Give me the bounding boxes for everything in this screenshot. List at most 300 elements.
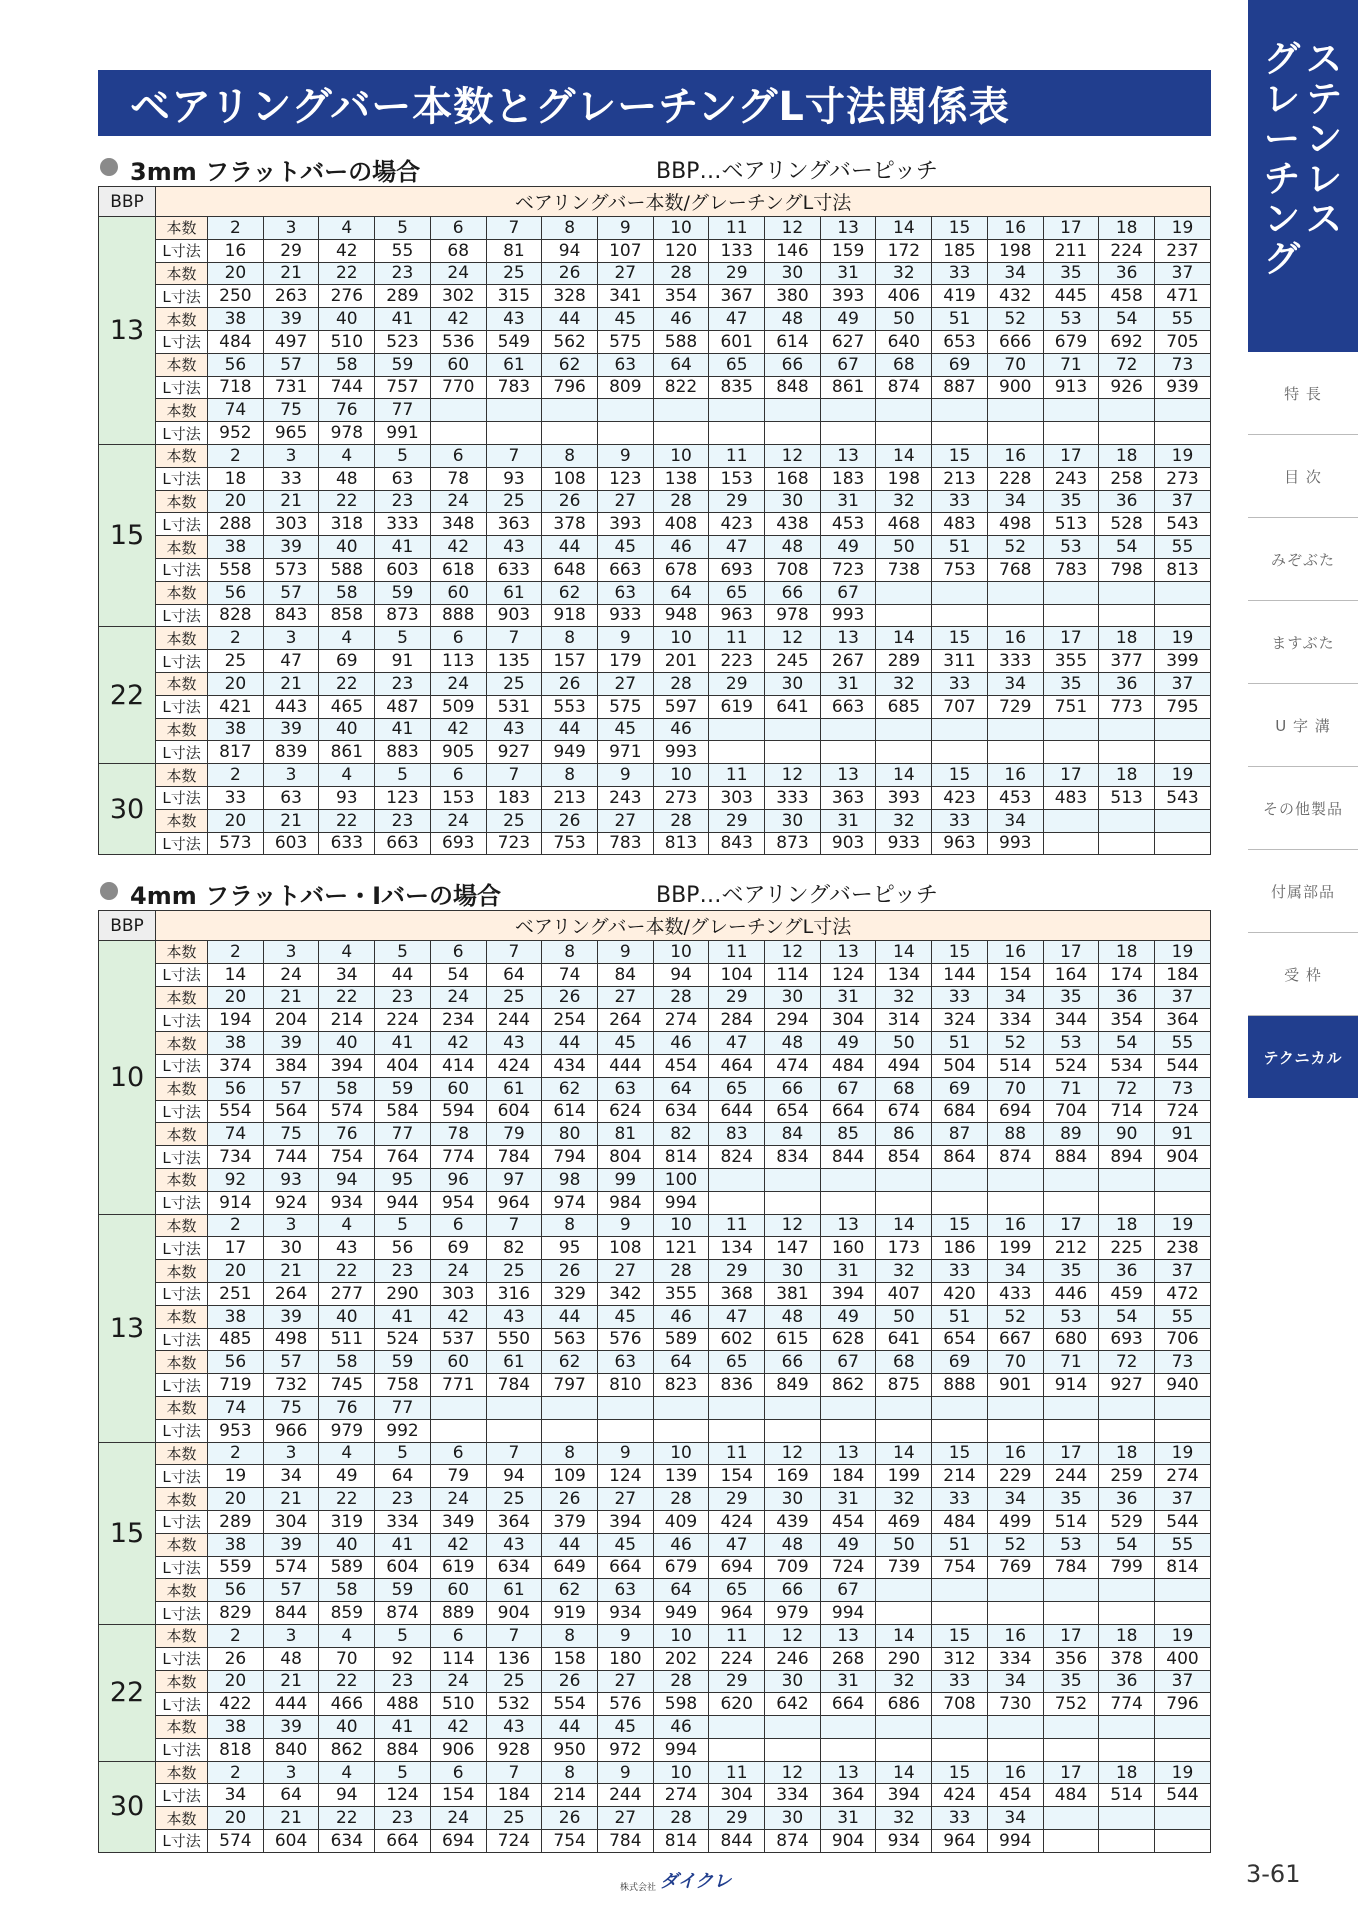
- bar-count-cell: 29: [709, 262, 765, 285]
- bar-count-cell: 47: [709, 1032, 765, 1055]
- bar-count-cell: 12: [765, 941, 821, 964]
- bar-count-cell: [876, 1579, 932, 1602]
- l-dimension-cell: 640: [876, 330, 932, 353]
- l-dimension-cell: 550: [486, 1328, 542, 1351]
- l-dimension-cell: 724: [486, 1830, 542, 1853]
- bar-count-cell: 77: [375, 399, 431, 422]
- bar-count-cell: 26: [542, 262, 598, 285]
- l-dimension-cell: 901: [987, 1374, 1043, 1397]
- nav-item[interactable]: 特 長: [1248, 352, 1358, 435]
- l-dimension-cell: 453: [820, 513, 876, 536]
- bar-count-cell: 30: [765, 672, 821, 695]
- bar-count-cell: [1099, 718, 1155, 741]
- bar-count-cell: 23: [375, 490, 431, 513]
- l-dimension-cell: [1154, 1191, 1210, 1214]
- bar-count-cell: 50: [876, 308, 932, 331]
- bar-count-cell: 37: [1154, 262, 1210, 285]
- l-dimension-cell: 251: [208, 1282, 264, 1305]
- tab-char: ス: [1306, 199, 1343, 240]
- bar-count-cell: 43: [486, 1032, 542, 1055]
- bar-count-cell: [932, 1396, 988, 1419]
- bar-count-cell: 35: [1043, 986, 1099, 1009]
- bar-count-cell: 97: [486, 1168, 542, 1191]
- l-dimension-cell: 179: [597, 650, 653, 673]
- l-dimension-cell: 874: [375, 1602, 431, 1625]
- section-heading-4mm: [98, 876, 1211, 910]
- bar-count-cell: 42: [430, 718, 486, 741]
- l-dimension-cell: 393: [820, 285, 876, 308]
- l-dimension-cell: 290: [375, 1282, 431, 1305]
- bullet-icon: [100, 158, 118, 176]
- l-dimension-cell: 42: [319, 239, 375, 262]
- bar-count-cell: 42: [430, 308, 486, 331]
- bullet-icon: [100, 882, 118, 900]
- l-dimension-cell: 667: [987, 1328, 1043, 1351]
- l-dimension-cell: 434: [542, 1054, 598, 1077]
- l-dimension-cell: 822: [653, 376, 709, 399]
- l-dimension-cell: 34: [319, 963, 375, 986]
- l-dimension-cell: 393: [597, 513, 653, 536]
- bar-count-cell: 6: [430, 627, 486, 650]
- bar-count-cell: 42: [430, 1305, 486, 1328]
- l-dimension-cell: 764: [375, 1146, 431, 1169]
- bar-count-cell: 48: [765, 1305, 821, 1328]
- l-dimension-cell: 484: [932, 1510, 988, 1533]
- bar-count-cell: 58: [319, 581, 375, 604]
- bar-count-cell: 41: [375, 1032, 431, 1055]
- bar-count-cell: 40: [319, 1533, 375, 1556]
- bar-count-cell: 13: [820, 444, 876, 467]
- l-dimension-cell: 828: [208, 604, 264, 627]
- bar-count-cell: 43: [486, 1305, 542, 1328]
- bar-count-cell: 25: [486, 490, 542, 513]
- l-dimension-cell: 770: [430, 376, 486, 399]
- length-label: L寸法: [156, 650, 208, 673]
- l-dimension-cell: 883: [375, 741, 431, 764]
- l-dimension-cell: 984: [597, 1191, 653, 1214]
- l-dimension-cell: 180: [597, 1647, 653, 1670]
- l-dimension-cell: 692: [1099, 330, 1155, 353]
- l-dimension-cell: 214: [542, 1784, 598, 1807]
- bar-count-cell: 57: [263, 581, 319, 604]
- l-dimension-cell: 666: [987, 330, 1043, 353]
- bar-count-cell: [765, 718, 821, 741]
- l-dimension-cell: 889: [430, 1602, 486, 1625]
- l-dimension-cell: 303: [263, 513, 319, 536]
- l-dimension-cell: 993: [820, 604, 876, 627]
- bar-count-cell: [709, 399, 765, 422]
- bar-count-cell: 12: [765, 444, 821, 467]
- bar-count-cell: 53: [1043, 1533, 1099, 1556]
- l-dimension-cell: 344: [1043, 1009, 1099, 1032]
- bar-count-cell: 17: [1043, 1624, 1099, 1647]
- bar-count-cell: 24: [430, 490, 486, 513]
- bar-count-cell: 53: [1043, 1032, 1099, 1055]
- bar-count-cell: 19: [1154, 444, 1210, 467]
- bar-count-cell: 70: [987, 1077, 1043, 1100]
- bar-count-cell: 18: [1099, 1761, 1155, 1784]
- l-dimension-cell: 809: [597, 376, 653, 399]
- l-dimension-cell: 407: [876, 1282, 932, 1305]
- l-dimension-cell: [1154, 1602, 1210, 1625]
- l-dimension-cell: 589: [319, 1556, 375, 1579]
- l-dimension-cell: 484: [1043, 1784, 1099, 1807]
- bar-count-cell: 74: [208, 1123, 264, 1146]
- bar-count-cell: 63: [597, 581, 653, 604]
- l-dimension-cell: [1043, 1738, 1099, 1761]
- bar-count-cell: 5: [375, 1214, 431, 1237]
- bar-count-cell: 14: [876, 1761, 932, 1784]
- l-dimension-cell: 95: [542, 1237, 598, 1260]
- l-dimension-cell: 919: [542, 1602, 598, 1625]
- bar-count-cell: 62: [542, 1351, 598, 1374]
- l-dimension-cell: 927: [486, 741, 542, 764]
- bar-count-cell: 53: [1043, 1305, 1099, 1328]
- length-label: L寸法: [156, 1784, 208, 1807]
- bar-count-cell: 31: [820, 1260, 876, 1283]
- l-dimension-cell: 597: [653, 695, 709, 718]
- nav-item[interactable]: 受 枠: [1248, 933, 1358, 1016]
- bar-count-cell: 18: [1099, 444, 1155, 467]
- bar-count-cell: 62: [542, 1077, 598, 1100]
- l-dimension-cell: 844: [263, 1602, 319, 1625]
- bar-count-cell: 47: [709, 536, 765, 559]
- bar-count-cell: [1043, 1716, 1099, 1739]
- l-dimension-cell: 214: [932, 1465, 988, 1488]
- bar-count-cell: 81: [597, 1123, 653, 1146]
- bar-count-cell: 60: [430, 353, 486, 376]
- l-dimension-cell: 992: [375, 1419, 431, 1442]
- l-dimension-cell: 914: [1043, 1374, 1099, 1397]
- bar-count-cell: 60: [430, 1077, 486, 1100]
- count-label: 本数: [156, 262, 208, 285]
- l-dimension-cell: 589: [653, 1328, 709, 1351]
- bar-count-cell: 64: [653, 581, 709, 604]
- bar-count-cell: 27: [597, 1807, 653, 1830]
- bar-count-cell: 21: [263, 1488, 319, 1511]
- l-dimension-cell: 751: [1043, 695, 1099, 718]
- l-dimension-cell: 319: [319, 1510, 375, 1533]
- bar-count-cell: 11: [709, 1624, 765, 1647]
- l-dimension-cell: 972: [597, 1738, 653, 1761]
- bar-count-cell: 14: [876, 217, 932, 240]
- bar-count-cell: 25: [486, 1488, 542, 1511]
- l-dimension-cell: 250: [208, 285, 264, 308]
- bar-count-cell: 10: [653, 627, 709, 650]
- l-dimension-cell: 354: [653, 285, 709, 308]
- l-dimension-cell: 948: [653, 604, 709, 627]
- bar-count-cell: 13: [820, 1624, 876, 1647]
- length-label: L寸法: [156, 786, 208, 809]
- l-dimension-cell: 944: [375, 1191, 431, 1214]
- l-dimension-cell: [1154, 832, 1210, 855]
- bar-count-cell: 4: [319, 217, 375, 240]
- l-dimension-cell: 734: [208, 1146, 264, 1169]
- count-label: 本数: [156, 1260, 208, 1283]
- l-dimension-cell: 884: [375, 1738, 431, 1761]
- l-dimension-cell: 29: [263, 239, 319, 262]
- l-dimension-cell: 894: [1099, 1146, 1155, 1169]
- l-dimension-cell: 707: [932, 695, 988, 718]
- bar-count-cell: 19: [1154, 941, 1210, 964]
- l-dimension-cell: 840: [263, 1738, 319, 1761]
- nav-item[interactable]: 付属部品: [1248, 850, 1358, 933]
- l-dimension-cell: 664: [820, 1693, 876, 1716]
- bar-count-cell: 75: [263, 1396, 319, 1419]
- l-dimension-cell: 409: [653, 1510, 709, 1533]
- bar-count-cell: 23: [375, 809, 431, 832]
- l-dimension-cell: 588: [319, 558, 375, 581]
- l-dimension-cell: 355: [1043, 650, 1099, 673]
- bar-count-cell: 8: [542, 941, 598, 964]
- bar-count-cell: 3: [263, 627, 319, 650]
- l-dimension-cell: 173: [876, 1237, 932, 1260]
- bar-count-cell: 43: [486, 1716, 542, 1739]
- l-dimension-cell: 158: [542, 1647, 598, 1670]
- bbp-note: BBP…ベアリングバーピッチ: [656, 159, 938, 184]
- bar-count-cell: 5: [375, 1442, 431, 1465]
- bar-count-cell: 28: [653, 986, 709, 1009]
- l-dimension-cell: [932, 422, 988, 445]
- bbp-note: BBP…ベアリングバーピッチ: [656, 883, 938, 908]
- bar-count-cell: 4: [319, 1624, 375, 1647]
- bar-count-cell: 31: [820, 490, 876, 513]
- l-dimension-cell: 394: [876, 1784, 932, 1807]
- count-label: 本数: [156, 1579, 208, 1602]
- bar-count-cell: 25: [486, 672, 542, 695]
- bar-count-cell: 52: [987, 308, 1043, 331]
- l-dimension-cell: 18: [208, 467, 264, 490]
- l-dimension-cell: 147: [765, 1237, 821, 1260]
- bar-count-cell: 18: [1099, 764, 1155, 787]
- nav-item[interactable]: 目 次: [1248, 435, 1358, 518]
- bar-count-cell: 45: [597, 718, 653, 741]
- l-dimension-cell: 223: [709, 650, 765, 673]
- l-dimension-cell: [1154, 422, 1210, 445]
- l-dimension-cell: [1099, 604, 1155, 627]
- l-dimension-cell: 859: [319, 1602, 375, 1625]
- l-dimension-cell: 693: [709, 558, 765, 581]
- l-dimension-cell: [542, 1419, 598, 1442]
- l-dimension-cell: 918: [542, 604, 598, 627]
- l-dimension-cell: [876, 741, 932, 764]
- l-dimension-cell: 169: [765, 1465, 821, 1488]
- l-dimension-cell: 342: [597, 1282, 653, 1305]
- l-dimension-cell: 994: [987, 1830, 1043, 1853]
- bar-count-cell: 42: [430, 1716, 486, 1739]
- l-dimension-cell: 963: [709, 604, 765, 627]
- bar-count-cell: 16: [987, 217, 1043, 240]
- nav-item[interactable]: その他製品: [1248, 767, 1358, 850]
- bar-count-cell: 9: [597, 1442, 653, 1465]
- l-dimension-cell: 423: [932, 786, 988, 809]
- l-dimension-cell: 267: [820, 650, 876, 673]
- l-dimension-cell: [1099, 832, 1155, 855]
- bar-count-cell: 24: [430, 1807, 486, 1830]
- bar-count-cell: 76: [319, 399, 375, 422]
- bar-count-cell: 11: [709, 444, 765, 467]
- bar-count-cell: 49: [820, 1032, 876, 1055]
- length-label: L寸法: [156, 1282, 208, 1305]
- bar-count-cell: 4: [319, 1761, 375, 1784]
- l-dimension-cell: 138: [653, 467, 709, 490]
- l-dimension-cell: 724: [820, 1556, 876, 1579]
- l-dimension-cell: 634: [653, 1100, 709, 1123]
- bar-count-cell: 33: [932, 262, 988, 285]
- length-label: L寸法: [156, 558, 208, 581]
- l-dimension-cell: 277: [319, 1282, 375, 1305]
- l-dimension-cell: [932, 1602, 988, 1625]
- bar-count-cell: [1043, 809, 1099, 832]
- l-dimension-cell: 289: [876, 650, 932, 673]
- l-dimension-cell: 524: [1043, 1054, 1099, 1077]
- bar-count-cell: [1043, 1579, 1099, 1602]
- l-dimension-cell: 813: [653, 832, 709, 855]
- bar-count-cell: [1099, 809, 1155, 832]
- bar-count-cell: 28: [653, 490, 709, 513]
- bar-count-cell: 52: [987, 1533, 1043, 1556]
- l-dimension-cell: 244: [597, 1784, 653, 1807]
- bar-count-cell: 55: [1154, 536, 1210, 559]
- bar-count-cell: 41: [375, 1716, 431, 1739]
- nav-item[interactable]: みぞぶた: [1248, 518, 1358, 601]
- tab-text-column: [1306, 40, 1342, 352]
- l-dimension-cell: 93: [486, 467, 542, 490]
- bar-count-cell: [987, 1168, 1043, 1191]
- l-dimension-cell: 379: [542, 1510, 598, 1533]
- l-dimension-cell: 139: [653, 1465, 709, 1488]
- l-dimension-cell: 44: [375, 963, 431, 986]
- bar-count-cell: 39: [263, 718, 319, 741]
- bar-count-cell: 52: [987, 1305, 1043, 1328]
- l-dimension-cell: 649: [542, 1556, 598, 1579]
- bar-count-cell: [1154, 1396, 1210, 1419]
- bar-count-cell: [597, 1396, 653, 1419]
- tab-char: ス: [1306, 39, 1343, 80]
- company-logo: [620, 1867, 731, 1893]
- category-tab: [1248, 0, 1358, 352]
- nav-item[interactable]: ますぶた: [1248, 601, 1358, 684]
- bar-count-cell: 9: [597, 444, 653, 467]
- count-label: 本数: [156, 444, 208, 467]
- bbp-value: 15: [99, 444, 156, 626]
- bar-count-cell: 15: [932, 444, 988, 467]
- bar-count-cell: [820, 1168, 876, 1191]
- l-dimension-cell: 536: [430, 330, 486, 353]
- bar-count-cell: 10: [653, 1624, 709, 1647]
- bar-count-cell: 73: [1154, 353, 1210, 376]
- l-dimension-cell: 642: [765, 1693, 821, 1716]
- count-label: 本数: [156, 1533, 208, 1556]
- l-dimension-cell: 634: [486, 1556, 542, 1579]
- bar-count-cell: 15: [932, 1214, 988, 1237]
- l-dimension-cell: 771: [430, 1374, 486, 1397]
- tab-char: グ: [1263, 39, 1300, 80]
- l-dimension-cell: 438: [765, 513, 821, 536]
- bar-count-cell: 57: [263, 1351, 319, 1374]
- l-dimension-cell: 874: [765, 1830, 821, 1853]
- bar-count-cell: 43: [486, 308, 542, 331]
- l-dimension-cell: 784: [1043, 1556, 1099, 1579]
- l-dimension-cell: 663: [375, 832, 431, 855]
- l-dimension-cell: 484: [208, 330, 264, 353]
- l-dimension-cell: 378: [542, 513, 598, 536]
- l-dimension-cell: 573: [263, 558, 319, 581]
- nav-item[interactable]: テクニカル: [1248, 1016, 1358, 1098]
- l-dimension-cell: 334: [987, 1009, 1043, 1032]
- bar-count-cell: 30: [765, 809, 821, 832]
- l-dimension-cell: 356: [1043, 1647, 1099, 1670]
- l-dimension-cell: [709, 1738, 765, 1761]
- l-dimension-cell: 674: [876, 1100, 932, 1123]
- l-dimension-cell: 900: [987, 376, 1043, 399]
- l-dimension-cell: 723: [820, 558, 876, 581]
- l-dimension-cell: 199: [876, 1465, 932, 1488]
- l-dimension-cell: 544: [1154, 1510, 1210, 1533]
- l-dimension-cell: 971: [597, 741, 653, 764]
- bar-count-cell: 84: [765, 1123, 821, 1146]
- bar-count-cell: 39: [263, 536, 319, 559]
- l-dimension-cell: [987, 422, 1043, 445]
- bar-count-cell: 23: [375, 1670, 431, 1693]
- bar-count-cell: [542, 399, 598, 422]
- bar-count-cell: 26: [542, 986, 598, 1009]
- l-dimension-cell: 94: [653, 963, 709, 986]
- bar-count-cell: 20: [208, 1488, 264, 1511]
- l-dimension-cell: 774: [430, 1146, 486, 1169]
- l-dimension-cell: 154: [709, 1465, 765, 1488]
- bar-count-cell: 52: [987, 536, 1043, 559]
- l-dimension-cell: 114: [765, 963, 821, 986]
- side-navigation: [1248, 352, 1358, 1098]
- l-dimension-cell: 738: [876, 558, 932, 581]
- l-dimension-cell: 933: [876, 832, 932, 855]
- bar-count-cell: 49: [820, 1533, 876, 1556]
- bar-count-cell: [987, 1396, 1043, 1419]
- l-dimension-cell: 70: [319, 1647, 375, 1670]
- l-dimension-cell: 63: [375, 467, 431, 490]
- l-dimension-cell: 17: [208, 1237, 264, 1260]
- bar-count-cell: 53: [1043, 536, 1099, 559]
- length-label: L寸法: [156, 1009, 208, 1032]
- bar-count-cell: 57: [263, 1579, 319, 1602]
- l-dimension-cell: 934: [876, 1830, 932, 1853]
- l-dimension-cell: 544: [1154, 1054, 1210, 1077]
- nav-item[interactable]: U 字 溝: [1248, 684, 1358, 767]
- l-dimension-cell: 458: [1099, 285, 1155, 308]
- bar-count-cell: 33: [932, 490, 988, 513]
- length-label: L寸法: [156, 422, 208, 445]
- bar-count-cell: 26: [542, 1260, 598, 1283]
- l-dimension-cell: 16: [208, 239, 264, 262]
- l-dimension-cell: 454: [653, 1054, 709, 1077]
- l-dimension-cell: 543: [1154, 513, 1210, 536]
- bar-count-cell: 7: [486, 444, 542, 467]
- l-dimension-cell: 799: [1099, 1556, 1155, 1579]
- bar-count-cell: 8: [542, 627, 598, 650]
- l-dimension-cell: 394: [597, 1510, 653, 1533]
- l-dimension-cell: 185: [932, 239, 988, 262]
- l-dimension-cell: [932, 741, 988, 764]
- bbp-value: 22: [99, 1624, 156, 1761]
- l-dimension-cell: 354: [1099, 1009, 1155, 1032]
- l-dimension-cell: 573: [208, 832, 264, 855]
- l-dimension-cell: 654: [765, 1100, 821, 1123]
- bar-count-cell: 49: [820, 308, 876, 331]
- l-dimension-cell: 194: [208, 1009, 264, 1032]
- l-dimension-cell: 686: [876, 1693, 932, 1716]
- l-dimension-cell: 81: [486, 239, 542, 262]
